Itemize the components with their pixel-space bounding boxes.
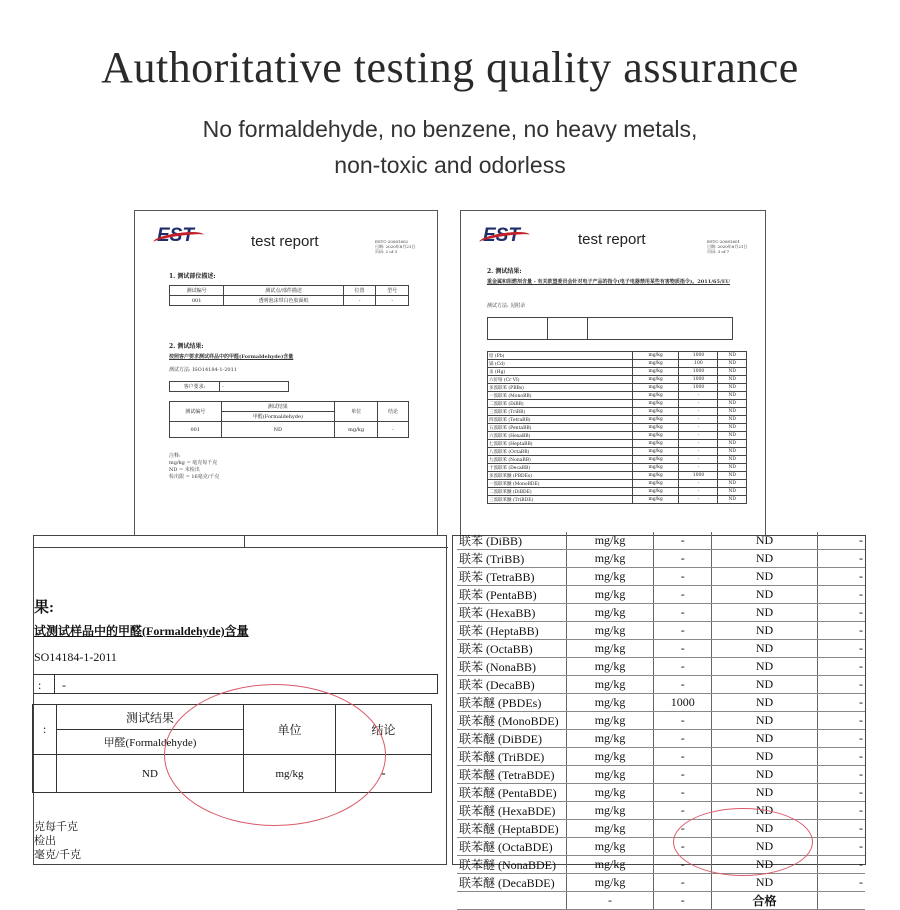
table-row [457,658,865,676]
table-cell: - [817,802,865,820]
table-row [488,472,747,480]
table-cell: - [817,694,865,712]
table-cell: - [654,712,712,730]
table-cell: - [654,802,712,820]
table-cell: - [679,488,718,496]
notes: 注释: mg/kg = 毫克每千克 ND = 未检出 检出限 = 16毫克/千克 [169,453,220,480]
table-cell: mg/kg [566,694,653,712]
table-cell: mg/kg [632,496,679,504]
table-cell: ND [718,440,747,448]
table-row [457,712,865,730]
table-cell: - [654,532,712,550]
test-method: 测试方法: 见附录 [487,303,526,309]
table-row [457,892,865,910]
substance-name: 联苯醚 (HeptaBDE) [457,820,566,838]
note-line: 毫克/千克 [34,849,82,861]
zoom-element-results [452,533,866,908]
table-cell: 1000 [654,694,712,712]
substance-name: 联苯 (TriBB) [457,550,566,568]
subsection-title: 按照客户要求测试样品中的甲醛(Formaldehyde)含量 [169,354,294,360]
table-row [488,416,747,424]
table-header: 测试点/部件描述 [224,286,343,296]
table-header: 型号 [376,286,409,296]
table-cell: mg/kg [632,360,679,368]
table-cell: - [654,856,712,874]
table-cell: - [679,400,718,408]
table-cell: - [654,730,712,748]
header-conclusion: 结论 [336,705,432,755]
table-cell: 镉 (Cd) [488,360,633,368]
table-cell: 多溴联苯醚 (PBDEs) [488,472,633,480]
test-report-left [134,210,438,540]
table-cell: - [679,480,718,488]
table-cell: - [817,730,865,748]
table-row [488,456,747,464]
table-cell: 五溴联苯 (PentaBB) [488,424,633,432]
table-row [457,748,865,766]
table-cell: - [654,586,712,604]
table-cell: 1000 [679,368,718,376]
table-cell: mg/kg [632,368,679,376]
table-cell: - [679,456,718,464]
result-value: ND [712,622,817,640]
result-value: ND [712,730,817,748]
table-cell: ND [718,456,747,464]
client-req-value: - [62,678,66,692]
table-row [457,604,865,622]
table-cell: ND [718,400,747,408]
header-result: 测试结果 [57,705,244,730]
report-ref: ESTC-20081601 日期: 2020年8月21日 页码: 3 of 7 [707,239,748,254]
section-title: 2. 测试结果: [169,343,204,350]
result-value: ND [712,640,817,658]
est-logo: EST [157,225,194,246]
table-cell: ND [718,392,747,400]
table-row [488,496,747,504]
table-row [488,480,747,488]
table-cell: mg/kg [632,464,679,472]
definition-table [487,317,733,340]
table-cell: - [654,892,712,910]
table-cell: - [654,748,712,766]
table-cell: 1000 [679,384,718,392]
table-cell: ND [718,472,747,480]
table-cell: mg/kg [566,532,653,550]
table-row [457,766,865,784]
result-value: ND [712,658,817,676]
table-cell: mg/kg [566,568,653,586]
table-cell: ND [718,480,747,488]
table-row [457,622,865,640]
substance-name: 联苯醚 (NonaBDE) [457,856,566,874]
element-table [487,351,747,504]
table-cell: - [654,622,712,640]
substance-name: 联苯 (PentaBB) [457,586,566,604]
table-cell: - [654,766,712,784]
client-req-value: - [220,382,289,392]
table-cell: - [817,820,865,838]
table-cell: ND [718,488,747,496]
report-title: test report [578,231,646,248]
table-cell: ND [718,360,747,368]
table-cell: ND [718,352,747,360]
table-row [457,730,865,748]
table-cell: ND [718,496,747,504]
client-req-label: 客户要求: [170,382,220,392]
substance-name: 联苯醚 (MonoBDE) [457,712,566,730]
note-line: 克每千克 [34,821,78,833]
table-cell: mg/kg [566,784,653,802]
table-cell: mg/kg [566,586,653,604]
table-cell: 八溴联苯 (OctaBB) [488,448,633,456]
table-cell: 100 [679,360,718,368]
header-formaldehyde: 甲醛(Formaldehyde) [57,730,244,755]
result-conclusion: - [336,755,432,793]
table-row [488,376,747,384]
table-cell: 1000 [679,472,718,480]
table-row [488,432,747,440]
table-cell: mg/kg [566,676,653,694]
table-cell: - [817,622,865,640]
table-row [488,368,747,376]
table-row [488,440,747,448]
zoom-formaldehyde-result [33,535,447,865]
highlight-circle [673,808,813,876]
substance-name: 联苯 (DiBB) [457,532,566,550]
table-cell: - [654,874,712,892]
table-cell: - [817,676,865,694]
result-value: ND [712,874,817,892]
client-req-colon: : [38,678,42,692]
est-logo: EST [483,225,520,246]
result-value: ND [712,712,817,730]
result-table [169,401,409,438]
table-cell: mg/kg [632,408,679,416]
table-cell: mg/kg [632,384,679,392]
table-cell: - [654,640,712,658]
table-cell: mg/kg [632,416,679,424]
table-cell: ND [718,416,747,424]
table-cell: - [654,838,712,856]
result-value: ND [712,550,817,568]
sample-table [169,285,409,306]
table-row [457,874,865,892]
substance-name: 联苯 (HeptaBB) [457,622,566,640]
table-cell: - [679,408,718,416]
table-cell: mg/kg [632,376,679,384]
table-cell: - [817,838,865,856]
table-row [488,464,747,472]
table-cell: - [817,604,865,622]
row-label: : [33,705,57,755]
table-cell: mg/kg [632,488,679,496]
table-cell: 四溴联苯 (TetraBB) [488,416,633,424]
table-cell: - [679,392,718,400]
table-cell: - [817,748,865,766]
substance-name: 联苯醚 (DiBDE) [457,730,566,748]
table-cell: 透明泡沫带白色胶面纸 [224,296,343,306]
table-cell: - [817,640,865,658]
table-cell: mg/kg [566,622,653,640]
section-title: 2. 测试结果: [487,268,522,275]
table-cell: 多溴联苯 (PBBs) [488,384,633,392]
subtitle-line-1: No formaldehyde, no benzene, no heavy metals, [202,116,698,142]
report-ref: ESTC-20081602 日期: 2020年8月21日 页码: 2 of 3 [375,239,416,254]
table-cell: 001 [170,422,222,438]
table-cell: - [654,604,712,622]
table-cell: mg/kg [566,748,653,766]
table-cell: mg/kg [566,730,653,748]
table-cell: ND [718,464,747,472]
table-cell: - [654,676,712,694]
table-cell: - [817,532,865,550]
table-cell: mg/kg [632,456,679,464]
table-cell: mg/kg [566,712,653,730]
table-cell: - [679,440,718,448]
table-cell: mg/kg [566,658,653,676]
table-row [457,676,865,694]
table-cell: mg/kg [566,766,653,784]
page-headline: Authoritative testing quality assurance [101,43,799,92]
result-value: ND [712,568,817,586]
table-cell: mg/kg [632,440,679,448]
result-value: ND [712,532,817,550]
table-row [488,400,747,408]
note-line: 检出 [34,835,56,847]
table-cell: mg/kg [566,640,653,658]
table-row [488,384,747,392]
table-cell: - [817,586,865,604]
result-value: ND [712,676,817,694]
table-header: 位置 [343,286,376,296]
table-cell: - [654,550,712,568]
substance-name [457,892,566,910]
table-cell: 1000 [679,352,718,360]
table-cell: - [817,712,865,730]
table-cell: mg/kg [632,424,679,432]
table-cell: - [817,856,865,874]
table-row [488,352,747,360]
subtitle-line-2: non-toxic and odorless [334,152,566,178]
table-cell [817,892,865,910]
substance-name: 联苯醚 (OctaBDE) [457,838,566,856]
section-title: 1. 测试部位描述: [169,273,216,280]
table-row [457,784,865,802]
table-cell: - [679,416,718,424]
table-cell: - [817,874,865,892]
table-cell: 001 [170,296,224,306]
table-cell: 六溴联苯 (HexaBB) [488,432,633,440]
result-value: ND [57,755,244,793]
test-method: 测试方法: ISO14184-1-2011 [169,367,237,373]
table-cell: - [654,820,712,838]
subsection-title: 重金属和阻燃剂含量 - 有关欧盟委员会针对电子产品的指令(电子电器禁用某些有害物质指令)。2011/65/EU [487,279,730,285]
table-cell: 二溴联苯醚 (DiBDE) [488,488,633,496]
table-cell: mg/kg [632,480,679,488]
result-value: ND [712,820,817,838]
table-row [488,488,747,496]
substance-name: 联苯醚 (TriBDE) [457,748,566,766]
table-cell: - [654,784,712,802]
result-value: ND [712,838,817,856]
table-header: 单位 [335,402,378,422]
table-cell: - [679,464,718,472]
table-cell: 三溴联苯醚 (TriBDE) [488,496,633,504]
table-cell: mg/kg [566,604,653,622]
result-value: ND [712,604,817,622]
result-value: ND [712,694,817,712]
result-value: ND [712,586,817,604]
table-cell: - [654,658,712,676]
table-cell: - [817,568,865,586]
table-row [488,448,747,456]
table-cell: mg/kg [632,472,679,480]
table-cell: mg/kg [566,802,653,820]
table-row [457,550,865,568]
report-title: test report [251,233,319,250]
table-row [457,694,865,712]
result-value: 合格 [712,892,817,910]
table-cell: 三溴联苯 (TriBB) [488,408,633,416]
result-value: ND [712,766,817,784]
result-value: ND [712,856,817,874]
client-requirement [169,381,289,392]
table-row [457,586,865,604]
test-report-right [460,210,766,540]
highlight-circle [164,684,386,826]
table-cell: ND [718,368,747,376]
table-cell: ND [718,424,747,432]
table-cell: - [817,550,865,568]
table-header: 结论 [378,402,409,422]
table-row [488,360,747,368]
table-cell: 十溴联苯 (DecaBB) [488,464,633,472]
table-cell: - [376,296,409,306]
substance-name: 联苯 (OctaBB) [457,640,566,658]
table-cell: 汞 (Hg) [488,368,633,376]
substance-name: 联苯醚 (DecaBDE) [457,874,566,892]
table-cell: ND [221,422,335,438]
table-cell: mg/kg [566,820,653,838]
table-cell: ND [718,408,747,416]
table-row [457,568,865,586]
table-cell: mg/kg [632,400,679,408]
table-row [457,532,865,550]
result-value: ND [712,748,817,766]
table-cell: ND [718,448,747,456]
table-cell: 一溴联苯 (MonoBB) [488,392,633,400]
table-cell: - [343,296,376,306]
substance-name: 联苯 (NonaBB) [457,658,566,676]
table-cell: mg/kg [566,874,653,892]
table-cell: - [817,658,865,676]
section-title: 果: [34,600,54,616]
table-cell: mg/kg [566,856,653,874]
table-cell: ND [718,376,747,384]
substance-name: 联苯醚 (PBDEs) [457,694,566,712]
result-value: ND [712,784,817,802]
table-row [488,408,747,416]
table-row [457,640,865,658]
table-cell: - [566,892,653,910]
table-cell: mg/kg [335,422,378,438]
table-cell: ND [718,432,747,440]
result-value: ND [712,802,817,820]
table-cell: 六价铬 (Cr VI) [488,376,633,384]
table-cell: - [679,424,718,432]
result-unit: mg/kg [244,755,336,793]
substance-name: 联苯醚 (HexaBDE) [457,802,566,820]
table-row [488,392,747,400]
table-cell: mg/kg [632,432,679,440]
table-cell: - [378,422,409,438]
substance-name: 联苯 (HexaBB) [457,604,566,622]
table-cell: ND [718,384,747,392]
table-header: 测试编号 [170,286,224,296]
table-cell: 九溴联苯 (NonaBB) [488,456,633,464]
substance-name: 联苯 (TetraBB) [457,568,566,586]
table-subheader: 甲醛(Formaldehyde) [221,412,335,422]
table-cell: - [817,784,865,802]
table-cell: - [679,432,718,440]
table-cell: 二溴联苯 (DiBB) [488,400,633,408]
table-cell: mg/kg [566,838,653,856]
substance-name: 联苯醚 (PentaBDE) [457,784,566,802]
table-cell: 1000 [679,376,718,384]
table-cell: - [679,448,718,456]
table-header: 测试编号 [170,402,222,422]
substance-name: 联苯醚 (TetraBDE) [457,766,566,784]
table-header: 测试结果 [221,402,335,412]
table-row [488,424,747,432]
table-cell: mg/kg [632,448,679,456]
table-cell: mg/kg [632,352,679,360]
table-cell: mg/kg [566,550,653,568]
substance-name: 联苯 (DecaBB) [457,676,566,694]
table-cell: 铅 (Pb) [488,352,633,360]
subsection-title: 试测试样品中的甲醛(Formaldehyde)含量 [34,624,249,638]
table-cell: mg/kg [632,392,679,400]
test-method: SO14184-1-2011 [34,650,117,664]
table-row [457,802,865,820]
header-unit: 单位 [244,705,336,755]
table-cell: 一溴联苯醚 (MonoBDE) [488,480,633,488]
table-cell: - [679,496,718,504]
table-cell: - [817,766,865,784]
table-cell: - [654,568,712,586]
table-cell: 七溴联苯 (HeptaBB) [488,440,633,448]
